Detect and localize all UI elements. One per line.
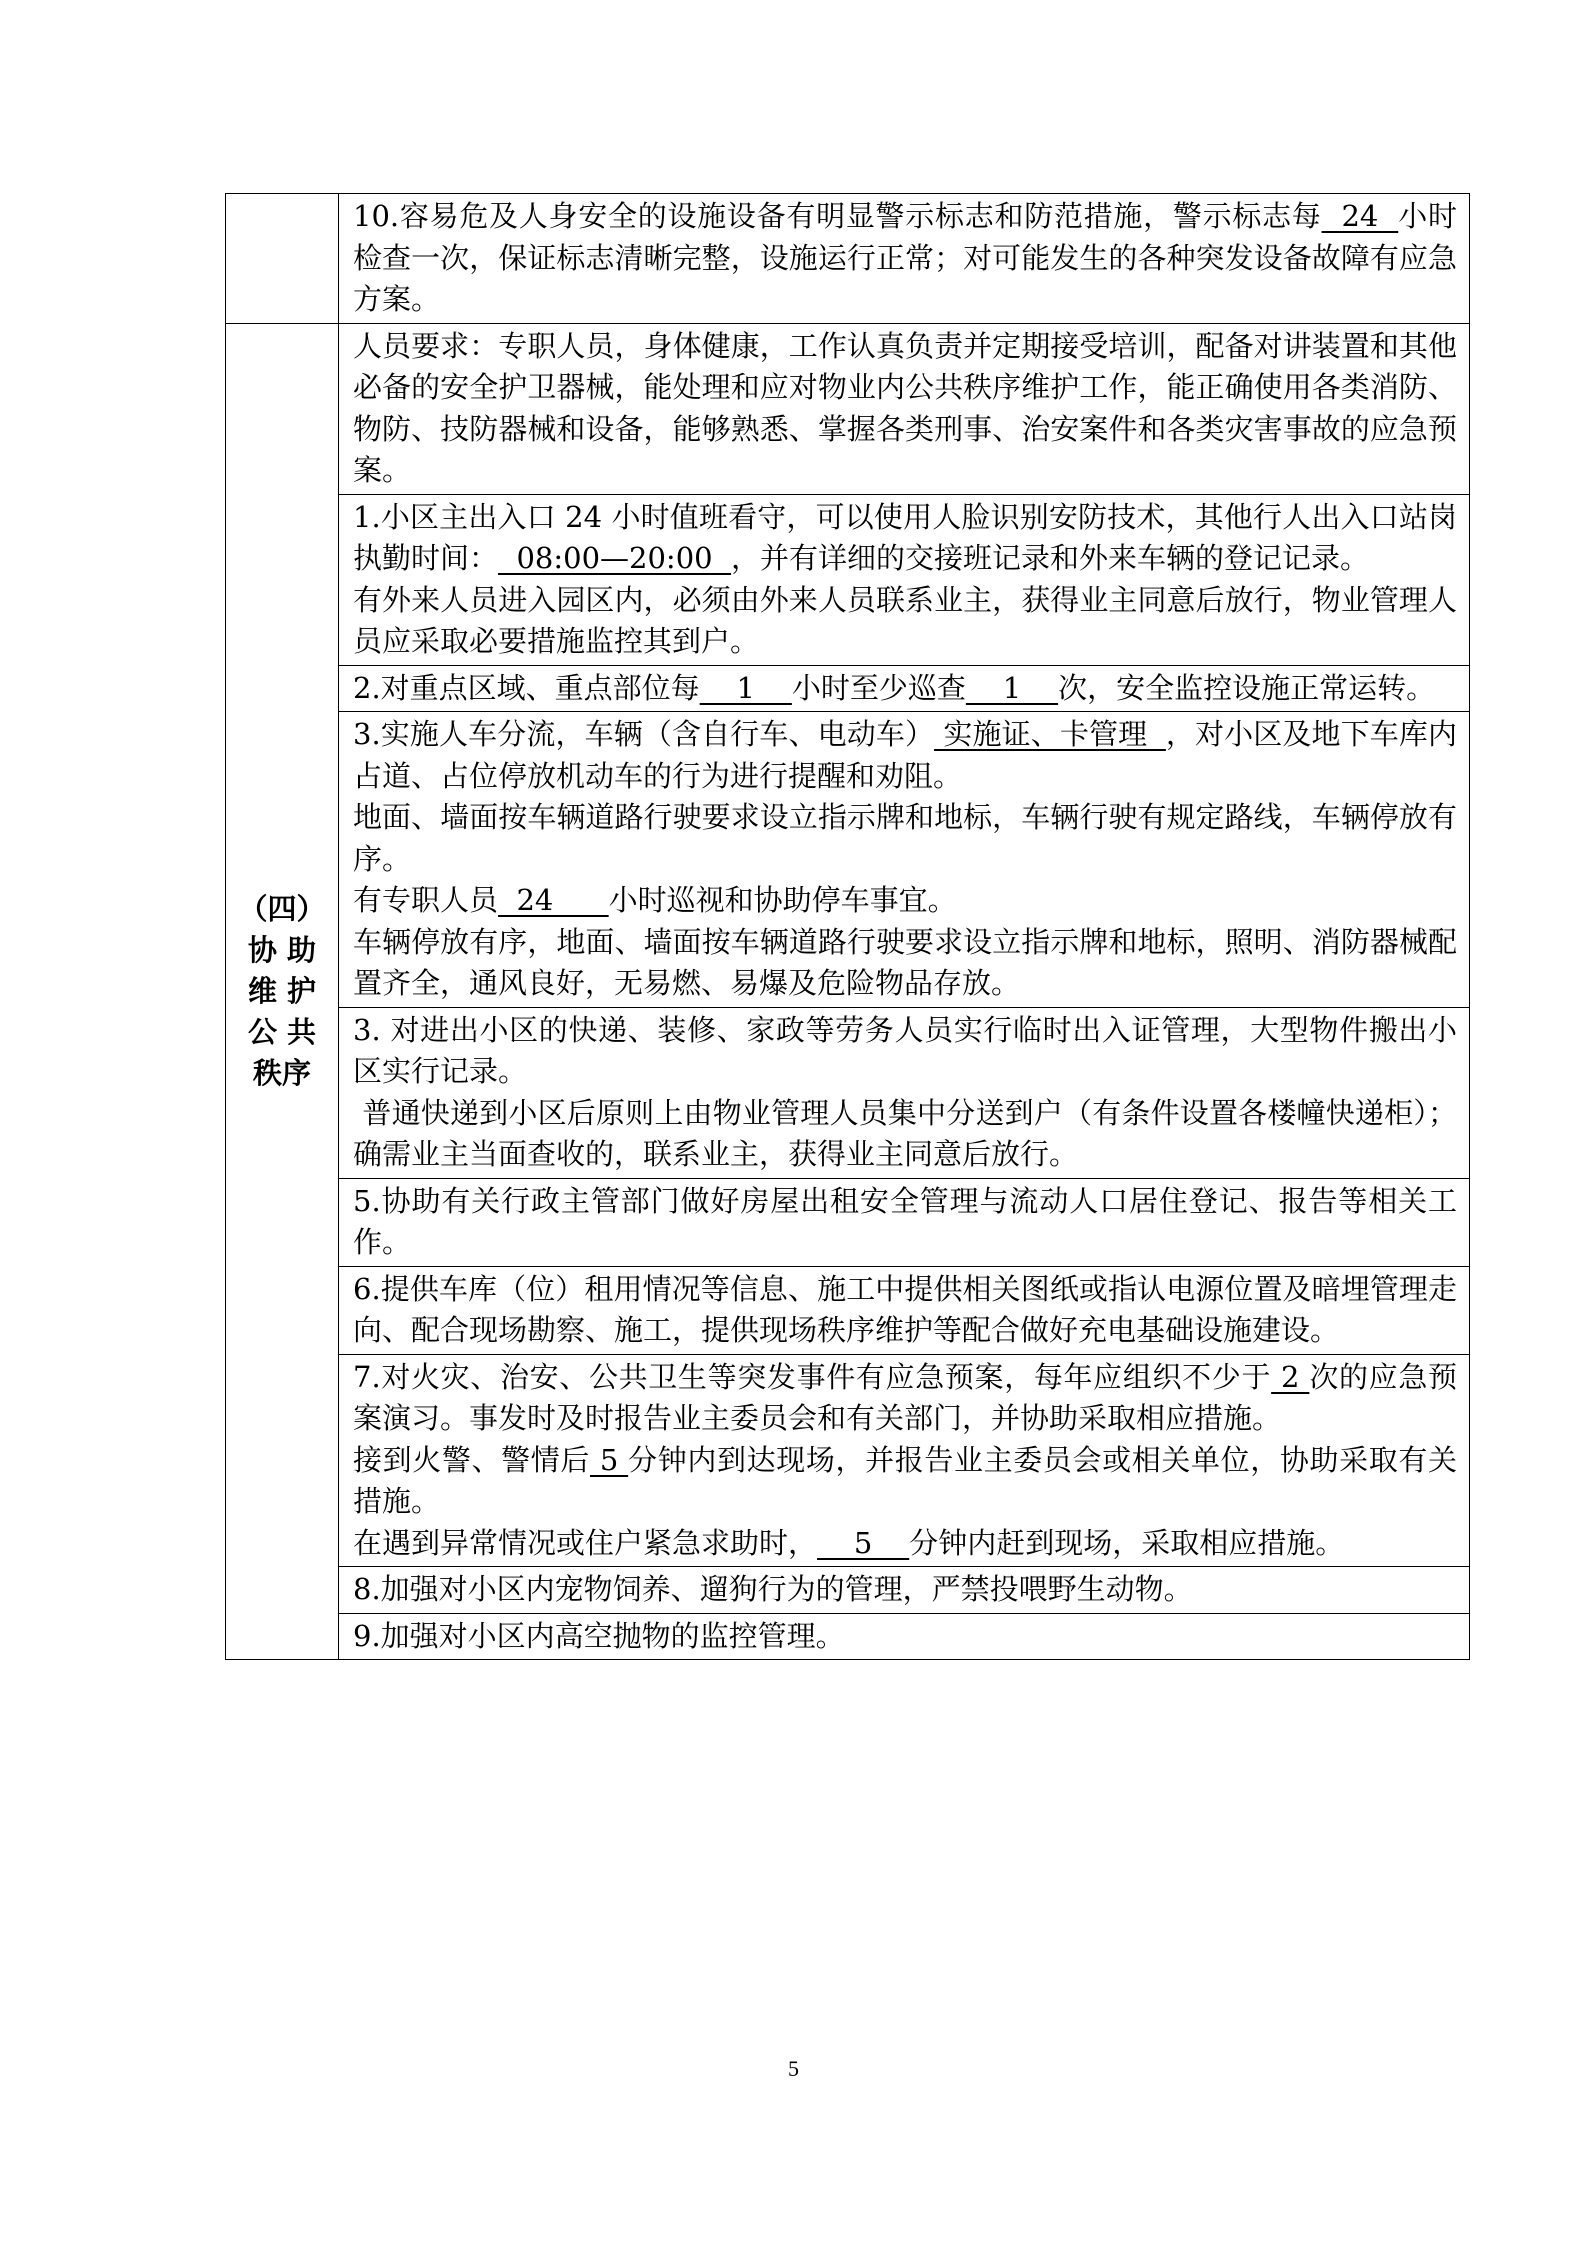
item-3-text-end: ，对小区及地下车库内占道、占位停放机动车的行为进行提醒和劝阻。 [353,717,1457,793]
category-label-5: 秩序 [252,1055,311,1090]
table-row [226,1266,1470,1354]
item-10-text-end: 小时检查一次，保证标志清晰完整，设施运行正常；对可能发生的各种突发设备故障有应急方案。 [353,199,1457,316]
category-label-1: （四） [238,891,326,926]
service-standard-table [225,193,1470,1660]
drill-count-value: 2 [1271,1359,1310,1394]
item-3-text: 3.实施人车分流，车辆（含自行车、电动车） [353,717,935,751]
category-label-3: 维 护 [247,973,317,1008]
item-2-text-end: 次，安全监控设施正常运转。 [1058,670,1436,705]
item-4-cell [339,1007,1470,1178]
item-4-paragraph-2: 普通快递到小区后原则上由物业管理人员集中分送到户（有条件设置各楼幢快递柜）；确需业主当面查收的，联系业主，获得业主同意后放行。 [353,1095,1457,1171]
page-number: 5 [788,2056,799,2081]
table-row [226,1567,1470,1614]
table-row [226,494,1470,665]
item-1-text: 1.小区主出入口 24 小时值班看守，可以使用人脸识别安防技术，其他行人出入口站岗执勤时间： [353,499,1457,575]
table-row [226,712,1470,1008]
table-row [226,1354,1470,1567]
empty-category-cell [226,194,339,324]
table-row [226,1007,1470,1178]
item-7-text-end: 次的应急预案演习。事发时及时报告业主委员会和有关部门，并协助采取相应措施。 [353,1359,1457,1435]
item-1-paragraph-2: 有外来人员进入园区内，必须由外来人员联系业主，获得业主同意后放行，物业管理人员应采取必要措施监控其到户。 [353,582,1457,658]
item-3-paragraph-2: 地面、墙面按车辆道路行驶要求设立指示牌和地标，车辆行驶有规定路线，车辆停放有序。 [353,800,1457,876]
fire-response-minutes-value: 5 [590,1442,629,1477]
category-cell [226,323,339,1660]
item-7-cell [339,1354,1470,1567]
vehicle-management-value: 实施证、卡管理 [934,717,1166,751]
item-3-paragraph-3-end: 小时巡视和协助停车事宜。 [608,883,957,917]
patrol-hours-value: 1 [699,670,792,705]
item-3-paragraph-3: 有专职人员 [353,883,499,917]
patrol-count-value: 1 [965,670,1059,705]
item-10-cell [339,194,1470,324]
emergency-response-minutes-value: 5 [817,1525,910,1560]
item-7-paragraph-2-end: 分钟内到达现场，并报告业主委员会或相关单位，协助采取有关措施。 [353,1442,1457,1518]
parking-patrol-hours-value: 24 [498,883,609,917]
duty-hours-value: 08:00—20:00 [498,541,732,575]
item-8-cell: 8.加强对小区内宠物饲养、遛狗行为的管理，严禁投喂野生动物。 [339,1567,1470,1614]
item-5-cell: 5.协助有关行政主管部门做好房屋出租安全管理与流动人口居住登记、报告等相关工作。 [339,1178,1470,1266]
item-1-text-end: ，并有详细的交接班记录和外来车辆的登记记录。 [731,541,1370,575]
item-7-paragraph-3: 在遇到异常情况或住户紧急求助时， [353,1525,818,1560]
table-row [226,1613,1470,1660]
item-4-paragraph-1: 3. 对进出小区的快递、装修、家政等劳务人员实行临时出入证管理，大型物件搬出小区实行记录。 [353,1012,1457,1088]
item-7-paragraph-2: 接到火警、警情后 [353,1442,590,1477]
item-6-cell: 6.提供车库（位）租用情况等信息、施工中提供相关图纸或指认电源位置及暗埋管理走向、配合现场勘察、施工，提供现场秩序维护等配合做好充电基础设施建设。 [339,1266,1470,1354]
inspection-interval-value: 24 [1321,199,1399,233]
item-9-cell: 9.加强对小区内高空抛物的监控管理。 [339,1613,1470,1660]
item-7-text: 7.对火灾、治安、公共卫生等突发事件有应急预案，每年应组织不少于 [353,1359,1272,1394]
item-2-cell [339,665,1470,712]
table-row [226,665,1470,712]
category-label-2: 协 助 [247,932,317,967]
category-label-4: 公 共 [247,1014,317,1049]
table-row [226,323,1470,494]
item-3-paragraph-4: 车辆停放有序，地面、墙面按车辆道路行驶要求设立指示牌和地标，照明、消防器械配置齐全，通风良好，无易燃、易爆及危险物品存放。 [353,924,1457,1000]
item-3-cell [339,712,1470,1008]
item-2-text: 2.对重点区域、重点部位每 [353,670,700,705]
item-2-text-mid: 小时至少巡查 [791,670,966,705]
table-row [226,194,1470,324]
personnel-requirements-cell: 人员要求：专职人员，身体健康，工作认真负责并定期接受培训，配备对讲装置和其他必备的安全护卫器械，能处理和应对物业内公共秩序维护工作，能正确使用各类消防、物防、技防器械和设备，能够熟悉、掌握各类刑事、治安案件和各类灾害事故的应急预案。 [339,323,1470,494]
item-1-cell [339,494,1470,665]
item-10-text: 10.容易危及人身安全的设施设备有明显警示标志和防范措施，警示标志每 [353,199,1322,233]
table-row [226,1178,1470,1266]
item-7-paragraph-3-end: 分钟内赶到现场，采取相应措施。 [909,1525,1345,1560]
